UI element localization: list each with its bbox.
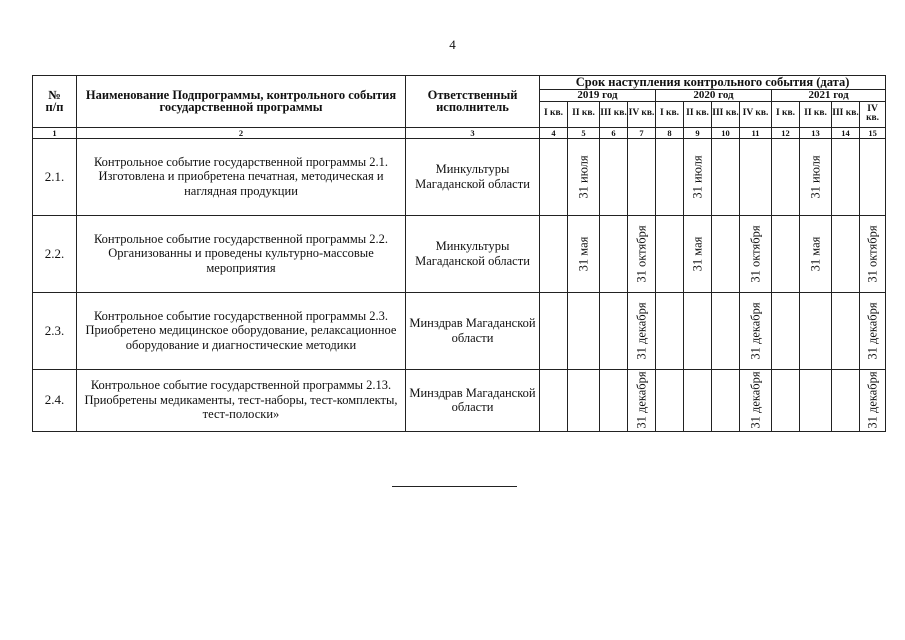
quarter-cell [568, 138, 600, 215]
column-number: 4 [540, 127, 568, 138]
quarter-cell [832, 292, 860, 369]
column-number: 15 [860, 127, 886, 138]
page-number: 4 [449, 37, 456, 52]
quarter-cell [540, 369, 568, 431]
table-row [33, 138, 886, 215]
deadline-date: 31 декабря [865, 301, 880, 360]
quarter-cell [712, 138, 740, 215]
column-number: 6 [600, 127, 628, 138]
quarter-header: II кв. [684, 101, 712, 127]
quarter-cell [600, 369, 628, 431]
deadline-date: 31 декабря [634, 301, 648, 360]
quarter-cell [712, 369, 740, 431]
event-name: Контрольное событие государственной программы 2.13. Приобретены медикаменты, тест-наборы, тест-комплекты, тест-полоски» [77, 369, 406, 431]
quarter-cell [712, 215, 740, 292]
column-number-row [33, 127, 886, 138]
quarter-cell [656, 369, 684, 431]
deadline-date: 31 мая [576, 236, 590, 271]
header-number: № п/п [33, 76, 77, 128]
quarter-header: IV кв. [860, 101, 886, 127]
executor: Минкультуры Магаданской области [406, 138, 540, 215]
event-name: Контрольное событие государственной программы 2.3. Приобретено медицинское оборудование, релаксационное оборудование и диагностические методики [77, 292, 406, 369]
executor: Минздрав Магаданской области [406, 369, 540, 431]
deadline-date: 31 июля [808, 154, 822, 199]
header-name: Наименование Подпрограммы, контрольного события государственной программы [77, 76, 406, 128]
quarter-cell [540, 215, 568, 292]
deadline-date: 31 октября [865, 224, 880, 283]
quarter-cell [800, 369, 832, 431]
quarter-header: III кв. [712, 101, 740, 127]
quarter-cell [684, 369, 712, 431]
quarter-cell [656, 215, 684, 292]
column-number: 8 [656, 127, 684, 138]
column-number: 10 [712, 127, 740, 138]
quarter-cell [628, 369, 656, 431]
column-number: 11 [740, 127, 772, 138]
table-row [33, 215, 886, 292]
header-deadline: Срок наступления контрольного события (дата) [540, 76, 886, 90]
quarter-cell [540, 292, 568, 369]
deadline-date: 31 декабря [634, 371, 648, 429]
deadline-date: 31 июля [690, 154, 704, 199]
quarter-cell [800, 138, 832, 215]
quarter-cell [600, 292, 628, 369]
quarter-cell [772, 138, 800, 215]
quarter-cell [800, 292, 832, 369]
quarter-header: III кв. [600, 101, 628, 127]
control-events-table [32, 75, 886, 432]
column-number: 12 [772, 127, 800, 138]
quarter-cell [772, 292, 800, 369]
quarter-cell [740, 292, 772, 369]
quarter-cell [684, 138, 712, 215]
quarter-cell [600, 138, 628, 215]
quarter-cell [832, 215, 860, 292]
row-number: 2.1. [33, 138, 77, 215]
deadline-date: 31 октября [634, 224, 648, 283]
column-number: 2 [77, 127, 406, 138]
executor: Минздрав Магаданской области [406, 292, 540, 369]
quarter-cell [860, 292, 886, 369]
deadline-date: 31 декабря [865, 371, 880, 429]
quarter-header: I кв. [540, 101, 568, 127]
quarter-cell [740, 369, 772, 431]
quarter-cell [860, 215, 886, 292]
quarter-cell [772, 215, 800, 292]
quarter-header: I кв. [772, 101, 800, 127]
quarter-cell [800, 215, 832, 292]
column-number: 1 [33, 127, 77, 138]
quarter-cell [568, 369, 600, 431]
quarter-cell [860, 369, 886, 431]
column-number: 3 [406, 127, 540, 138]
quarter-header: IV кв. [628, 101, 656, 127]
deadline-date: 31 июля [576, 154, 590, 199]
column-number: 7 [628, 127, 656, 138]
quarter-header: I кв. [656, 101, 684, 127]
table-row [33, 369, 886, 431]
column-number: 13 [800, 127, 832, 138]
quarter-cell [684, 292, 712, 369]
year-2020: 2020 год [656, 89, 772, 101]
year-2021: 2021 год [772, 89, 886, 101]
column-number: 5 [568, 127, 600, 138]
deadline-date: 31 мая [690, 236, 704, 271]
quarter-cell [600, 215, 628, 292]
quarter-cell [712, 292, 740, 369]
deadline-date: 31 мая [808, 236, 822, 271]
quarter-cell [740, 215, 772, 292]
quarter-cell [568, 215, 600, 292]
column-number: 14 [832, 127, 860, 138]
quarter-cell [832, 138, 860, 215]
quarter-header: II кв. [568, 101, 600, 127]
header-executor: Ответственный исполнитель [406, 76, 540, 128]
quarter-cell [832, 369, 860, 431]
quarter-header: IV кв. [740, 101, 772, 127]
row-number: 2.3. [33, 292, 77, 369]
quarter-cell [860, 138, 886, 215]
header-row [33, 76, 886, 90]
quarter-cell [628, 215, 656, 292]
row-number: 2.4. [33, 369, 77, 431]
event-name: Контрольное событие государственной программы 2.1. Изготовлена и приобретена печатная, методическая и наглядная продукции [77, 138, 406, 215]
table-row [33, 292, 886, 369]
quarter-cell [656, 292, 684, 369]
quarter-header: III кв. [832, 101, 860, 127]
quarter-cell [656, 138, 684, 215]
quarter-header: II кв. [800, 101, 832, 127]
deadline-date: 31 декабря [748, 301, 762, 360]
row-number: 2.2. [33, 215, 77, 292]
quarter-cell [568, 292, 600, 369]
quarter-cell [740, 138, 772, 215]
event-name: Контрольное событие государственной программы 2.2. Организованны и проведены культурно-массовые мероприятия [77, 215, 406, 292]
deadline-date: 31 декабря [748, 371, 762, 429]
executor: Минкультуры Магаданской области [406, 215, 540, 292]
quarter-cell [540, 138, 568, 215]
year-2019: 2019 год [540, 89, 656, 101]
quarter-cell [684, 215, 712, 292]
quarter-cell [772, 369, 800, 431]
quarter-cell [628, 292, 656, 369]
deadline-date: 31 октября [748, 224, 762, 283]
column-number: 9 [684, 127, 712, 138]
closing-rule [392, 486, 517, 487]
quarter-cell [628, 138, 656, 215]
